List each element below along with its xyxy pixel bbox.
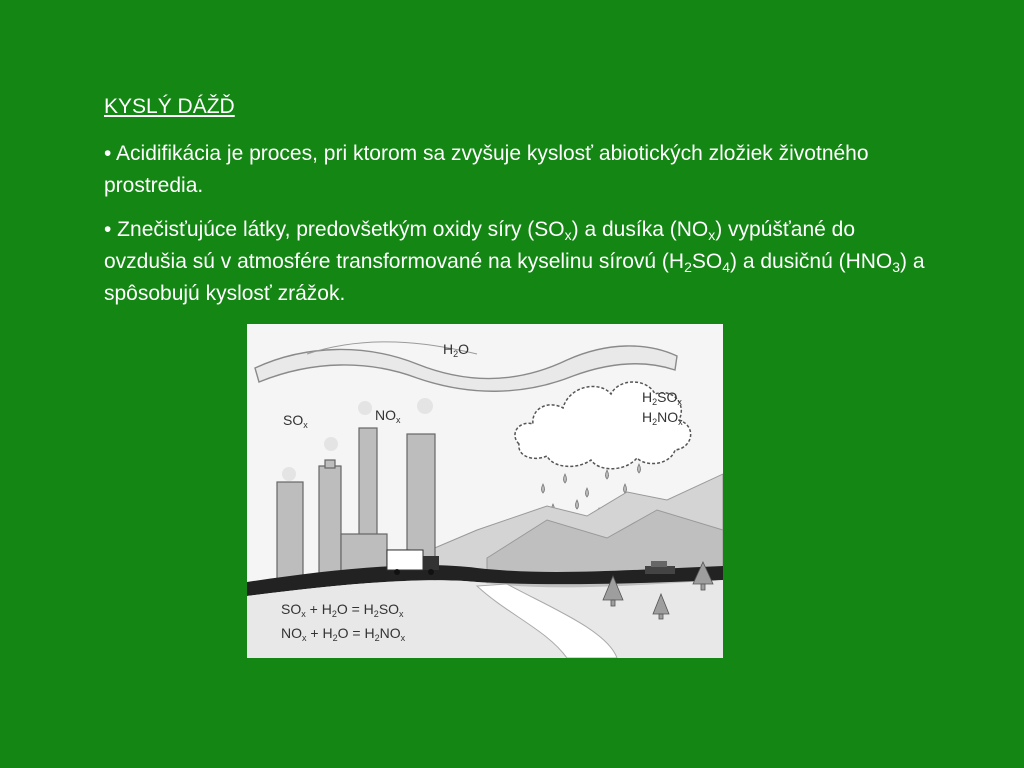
bullet-pollutants: • Znečisťujúce látky, predovšetkým oxidy síry $(SO_x)$ a dusíka $(NO_x)$ vypúšťané do ovzdušia sú v atmosfére transformované na kyselinu sírovú $(H_2SO_4)$ a dusičnú $(HNO_3)$ a spôsobujú kyslosť zrážok. <box>104 218 925 305</box>
bullet-acidification: • Acidifikácia je proces, pri ktorom sa zvyšuje kyslosť abiotických zložiek životného prostredia. <box>104 142 869 197</box>
nox-label: $NO_x$ <box>375 407 401 425</box>
acid-rain-illustration <box>247 324 723 658</box>
equation-nitric-acid: $NO_x + H_2O = H_2NO_x$ <box>281 625 406 643</box>
cloud-acid-nitric: $H_2NO_x$ <box>642 409 683 427</box>
cloud-acid-sulfuric: $H_2SO_x$ <box>642 389 682 407</box>
slide-title: KYSLÝ DÁŽĎ <box>104 95 235 118</box>
equation-sulfuric-acid: $SO_x + H_2O = H_2SO_x$ <box>281 601 404 619</box>
sox-label: $SO_x$ <box>283 412 308 430</box>
water-label: $H_2O$ <box>443 341 470 359</box>
